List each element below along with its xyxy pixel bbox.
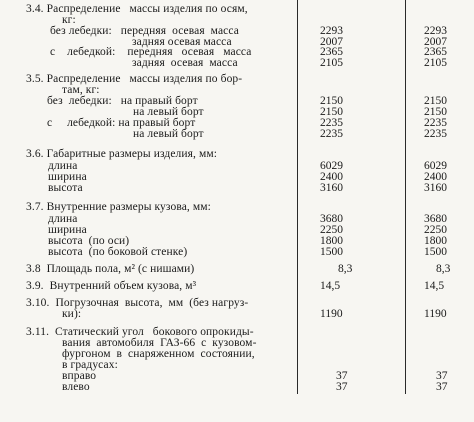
spec-line-s311e: вправо [62,370,97,382]
value-col1-v2: 2007 [320,36,343,48]
spec-line-s36a: 3.6. Габаритные размеры изделия, мм: [26,148,218,160]
spec-line-s35b: там, кг: [62,84,100,96]
spec-line-s311b: вания автомобиля ГАЗ-66 с кузовом- [62,337,257,349]
value-col2-v19: 37 [436,370,448,382]
spec-line-s36d: высота [48,182,83,194]
spec-line-s39: 3.9. Внутренний объем кузова, м³ [26,280,197,292]
spec-line-s35e: с лебедкой: на правый борт [47,117,196,129]
spec-line-s36b: длина [48,160,78,172]
column-divider-left [297,0,298,394]
spec-line-s37b: длина [48,213,78,225]
value-col1-v14: 1800 [320,235,343,247]
value-col1-v3: 2365 [320,46,343,58]
spec-line-s37a: 3.7. Внутренние размеры кузова, мм: [26,201,211,213]
spec-line-s37d: высота (по оси) [48,235,130,247]
value-col1-v7: 2235 [320,117,343,129]
value-col1-v5: 2150 [320,95,343,107]
value-col2-v10: 2400 [424,171,447,183]
value-col1-v20: 37 [336,381,348,393]
value-col2-v8: 2235 [424,128,447,140]
value-col1-v17: 14,5 [320,280,341,292]
value-col2-v20: 37 [436,381,448,393]
spec-line-s37c: ширина [48,224,87,236]
value-col2-v14: 1800 [424,235,447,247]
spec-line-s38: 3.8 Площадь пола, м² (с нишами) [26,263,195,275]
value-col2-v18: 1190 [424,308,447,320]
value-col1-v1: 2293 [320,25,343,37]
spec-line-s35f: на левый борт [133,128,204,140]
value-col2-v2: 2007 [424,36,447,48]
spec-line-s35a: 3.5. Распределение массы изделия по бор- [26,73,243,85]
value-col2-v11: 3160 [424,182,447,194]
column-divider-right [405,0,406,394]
value-col2-v15: 1500 [424,246,447,258]
value-col1-v19: 37 [336,370,348,382]
value-col2-v6: 2150 [424,106,447,118]
value-col1-v9: 6029 [320,160,343,172]
spec-line-s311d: в градусах: [62,359,118,371]
value-col1-v4: 2105 [320,57,343,69]
spec-line-s34c: без лебедки: передняя осевая масса [50,25,239,37]
spec-line-s311c: фургоном в снаряженном состоянии, [62,348,255,360]
spec-line-s37e: высота (по боковой стенке) [48,246,188,258]
value-col2-v1: 2293 [424,25,447,37]
value-col1-v10: 2400 [320,171,343,183]
spec-line-s36c: ширина [48,171,87,183]
spec-line-s310a: 3.10. Погрузочная высота, мм (без нагруз- [26,297,249,309]
spec-line-s35c: без лебедки: на правый борт [47,95,198,107]
spec-line-s34a: 3.4. Распределение массы изделия по осям, [26,3,248,15]
value-col2-v12: 3680 [424,213,447,225]
value-col1-v11: 3160 [320,182,343,194]
value-col2-v9: 6029 [424,160,447,172]
spec-line-s34b: кг: [62,14,76,26]
value-col1-v12: 3680 [320,213,343,225]
value-col2-v3: 2365 [424,46,447,58]
value-col1-v15: 1500 [320,246,343,258]
value-col2-v16: 8,3 [436,263,451,275]
value-col1-v6: 2150 [320,106,343,118]
value-col1-v16: 8,3 [338,263,353,275]
value-col2-v4: 2105 [424,57,447,69]
spec-line-s311f: влево [62,381,90,393]
value-col1-v13: 2250 [320,224,343,236]
value-col2-v17: 14,5 [424,280,445,292]
value-col2-v7: 2235 [424,117,447,129]
spec-line-s34e: с лебедкой: передняя осевая масса [50,46,252,58]
spec-line-s35d: на левый борт [133,106,204,118]
value-col2-v13: 2250 [424,224,447,236]
spec-line-s34f: задняя осевая масса [132,57,238,69]
spec-line-s311a: 3.11. Статический угол бокового опрокиды- [26,326,254,338]
spec-line-s34d: задняя осевая масса [132,36,232,48]
value-col1-v8: 2235 [320,128,343,140]
spec-line-s310b: ки): [62,308,82,320]
value-col1-v18: 1190 [320,308,343,320]
value-col2-v5: 2150 [424,95,447,107]
